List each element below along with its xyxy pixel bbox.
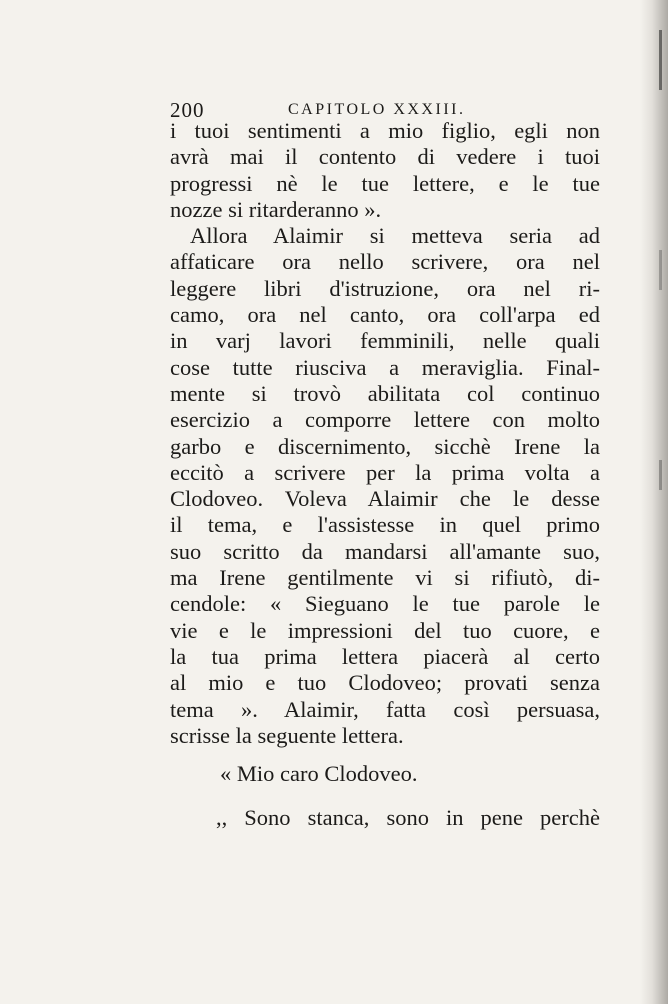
text-line: mente si trovò abilitata col continuo bbox=[170, 380, 600, 406]
page-number: 200 bbox=[170, 98, 205, 122]
page-edge-mark bbox=[659, 30, 662, 90]
text-line: Allora Alaimir si metteva seria ad bbox=[190, 223, 600, 249]
text-line: i tuoi sentimenti a mio figlio, egli non bbox=[170, 118, 600, 143]
paragraph-main bbox=[170, 223, 600, 749]
spacer bbox=[170, 749, 600, 759]
text-line: affaticare ora nello scrivere, ora nel bbox=[170, 249, 600, 275]
text-line: leggere libri d'istruzione, ora nel ri- bbox=[170, 275, 600, 301]
body-text bbox=[170, 118, 600, 833]
text-line: eccitò a scrivere per la prima volta a bbox=[170, 459, 600, 485]
letter-opening bbox=[170, 759, 600, 833]
spacer bbox=[170, 789, 600, 803]
text-line: suo scritto da mandarsi all'amante suo, bbox=[170, 538, 600, 564]
paragraph-continuation bbox=[170, 118, 600, 223]
page-edge-mark bbox=[659, 460, 662, 490]
text-line: al mio e tuo Clodoveo; provati senza bbox=[170, 670, 600, 696]
page-edge-mark bbox=[659, 250, 662, 290]
text-line: nozze si ritarderanno ». bbox=[170, 196, 382, 222]
text-line: camo, ora nel canto, ora coll'arpa ed bbox=[170, 302, 600, 328]
text-line: la tua prima lettera piacerà al certo bbox=[170, 643, 600, 669]
text-line: progressi nè le tue lettere, e le tue bbox=[170, 170, 600, 196]
text-line: tema ». Alaimir, fatta così persuasa, bbox=[170, 696, 600, 722]
text-line: cendole: « Sieguano le tue parole le bbox=[170, 591, 600, 617]
text-line: vie e le impressioni del tuo cuore, e bbox=[170, 617, 600, 643]
text-line: il tema, e l'assistesse in quel primo bbox=[170, 512, 600, 538]
text-line: scrisse la seguente lettera. bbox=[170, 722, 404, 748]
text-line: esercizio a comporre lettere con molto bbox=[170, 407, 600, 433]
running-head: CAPITOLO XXXIII. bbox=[288, 101, 466, 118]
text-line: in varj lavori femminili, nelle quali bbox=[170, 328, 600, 354]
text-line: ma Irene gentilmente vi si rifiutò, di- bbox=[170, 565, 600, 591]
text-line: avrà mai il contento di vedere i tuoi bbox=[170, 144, 600, 170]
letter-salutation: « Mio caro Clodoveo. bbox=[220, 761, 418, 787]
text-line: cose tutte riusciva a meraviglia. Final- bbox=[170, 354, 600, 380]
text-line: Clodoveo. Voleva Alaimir che le desse bbox=[170, 486, 600, 512]
letter-first-line: ,, Sono stanca, sono in pene perchè bbox=[216, 805, 600, 831]
text-line: garbo e discernimento, sicchè Irene la bbox=[170, 433, 600, 459]
